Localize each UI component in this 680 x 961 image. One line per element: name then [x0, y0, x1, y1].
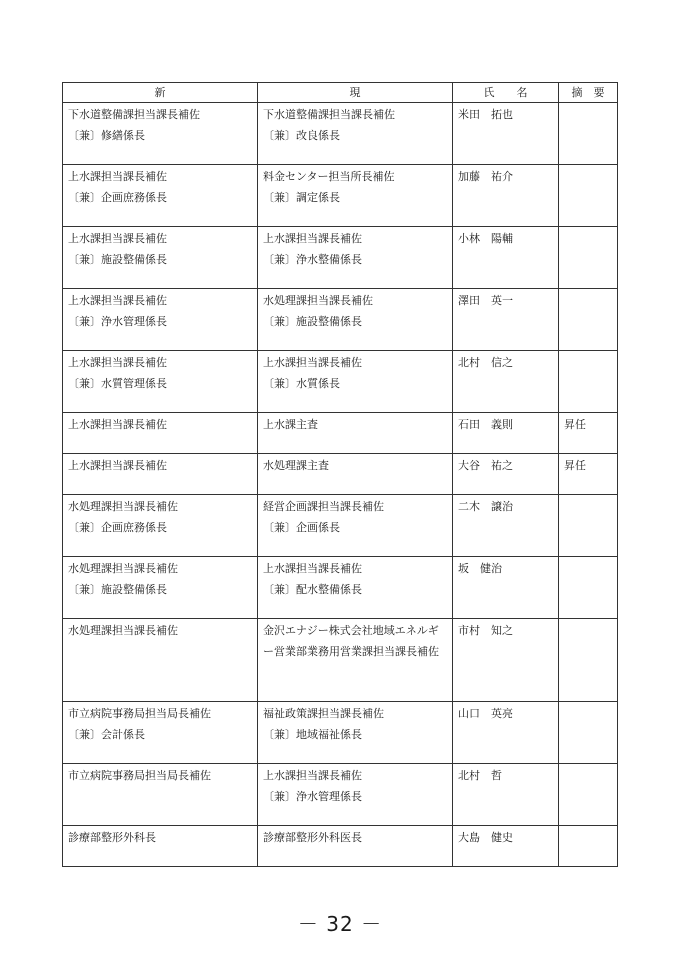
- cell-name: 米田 拓也: [453, 103, 559, 165]
- table-row: [63, 289, 618, 351]
- cell-note: [559, 227, 618, 289]
- cell-note: [559, 103, 618, 165]
- cell-current: [258, 165, 453, 227]
- current-concurrent: 〔兼〕地域福祉係長: [263, 728, 362, 741]
- cell-current: [258, 826, 453, 867]
- table-row: [63, 495, 618, 557]
- page-number: － 32 －: [297, 912, 383, 936]
- new-position: 水処理課担当課長補佐: [68, 624, 178, 637]
- current-position: 上水課担当課長補佐: [263, 562, 362, 575]
- new-concurrent: 〔兼〕水質管理係長: [68, 377, 167, 390]
- cell-current: [258, 289, 453, 351]
- header-name: 氏 名: [453, 83, 559, 103]
- new-position: 市立病院事務局担当局長補佐: [68, 769, 211, 782]
- current-position: 金沢エナジー株式会社地域エネルギー営業部業務用営業課担当課長補佐: [263, 624, 439, 658]
- table-row: [63, 103, 618, 165]
- current-concurrent: 〔兼〕浄水整備係長: [263, 253, 362, 266]
- current-concurrent: 〔兼〕改良係長: [263, 129, 340, 142]
- cell-new: [63, 557, 258, 619]
- current-concurrent: 〔兼〕配水整備係長: [263, 583, 362, 596]
- cell-new: [63, 165, 258, 227]
- new-position: 上水課担当課長補佐: [68, 232, 167, 245]
- cell-current: [258, 454, 453, 495]
- cell-new: [63, 826, 258, 867]
- cell-name: 澤田 英一: [453, 289, 559, 351]
- cell-current: [258, 764, 453, 826]
- current-position: 福祉政策課担当課長補佐: [263, 707, 384, 720]
- current-concurrent: 〔兼〕浄水管理係長: [263, 790, 362, 803]
- new-concurrent: 〔兼〕企画庶務係長: [68, 191, 167, 204]
- cell-note: [559, 619, 618, 702]
- cell-current: [258, 227, 453, 289]
- table-row: [63, 702, 618, 764]
- new-position: 水処理課担当課長補佐: [68, 500, 178, 513]
- cell-current: [258, 702, 453, 764]
- current-concurrent: 〔兼〕調定係長: [263, 191, 340, 204]
- cell-name: 坂 健治: [453, 557, 559, 619]
- table-row: [63, 227, 618, 289]
- cell-new: [63, 413, 258, 454]
- current-concurrent: 〔兼〕企画係長: [263, 521, 340, 534]
- new-position: 上水課担当課長補佐: [68, 459, 167, 472]
- table-row: [63, 454, 618, 495]
- current-concurrent: 〔兼〕施設整備係長: [263, 315, 362, 328]
- new-position: 水処理課担当課長補佐: [68, 562, 178, 575]
- cell-name: 二木 譲治: [453, 495, 559, 557]
- cell-new: [63, 351, 258, 413]
- cell-note: 昇任: [559, 454, 618, 495]
- new-concurrent: 〔兼〕企画庶務係長: [68, 521, 167, 534]
- header-new: 新: [63, 83, 258, 103]
- table-row: [63, 826, 618, 867]
- cell-note: [559, 165, 618, 227]
- current-position: 経営企画課担当課長補佐: [263, 500, 384, 513]
- current-position: 下水道整備課担当課長補佐: [263, 108, 395, 121]
- cell-name: 北村 信之: [453, 351, 559, 413]
- new-position: 上水課担当課長補佐: [68, 356, 167, 369]
- cell-current: [258, 413, 453, 454]
- cell-name: 小林 陽輔: [453, 227, 559, 289]
- table-row: [63, 557, 618, 619]
- cell-note: 昇任: [559, 413, 618, 454]
- new-concurrent: 〔兼〕施設整備係長: [68, 583, 167, 596]
- cell-new: [63, 764, 258, 826]
- current-position: 水処理課主査: [263, 459, 329, 472]
- header-current: 現: [258, 83, 453, 103]
- cell-new: [63, 103, 258, 165]
- table-row: [63, 165, 618, 227]
- cell-new: [63, 289, 258, 351]
- current-position: 上水課担当課長補佐: [263, 232, 362, 245]
- current-position: 料金センター担当所長補佐: [263, 170, 395, 183]
- new-concurrent: 〔兼〕修繕係長: [68, 129, 145, 142]
- cell-note: [559, 351, 618, 413]
- header-note: 摘 要: [559, 83, 618, 103]
- cell-note: [559, 495, 618, 557]
- cell-new: [63, 495, 258, 557]
- cell-name: 市村 知之: [453, 619, 559, 702]
- cell-new: [63, 227, 258, 289]
- cell-name: 北村 哲: [453, 764, 559, 826]
- cell-note: [559, 289, 618, 351]
- current-position: 診療部整形外科医長: [263, 831, 362, 844]
- cell-current: [258, 351, 453, 413]
- current-concurrent: 〔兼〕水質係長: [263, 377, 340, 390]
- new-concurrent: 〔兼〕会計係長: [68, 728, 145, 741]
- table-row: [63, 413, 618, 454]
- new-position: 診療部整形外科長: [68, 831, 156, 844]
- current-position: 上水課担当課長補佐: [263, 356, 362, 369]
- table-row: [63, 351, 618, 413]
- cell-name: 山口 英亮: [453, 702, 559, 764]
- new-position: 上水課担当課長補佐: [68, 170, 167, 183]
- current-position: 水処理課担当課長補佐: [263, 294, 373, 307]
- cell-current: [258, 495, 453, 557]
- cell-note: [559, 826, 618, 867]
- new-concurrent: 〔兼〕浄水管理係長: [68, 315, 167, 328]
- cell-current: [258, 103, 453, 165]
- current-position: 上水課担当課長補佐: [263, 769, 362, 782]
- table-row: [63, 764, 618, 826]
- cell-current: [258, 557, 453, 619]
- cell-new: [63, 702, 258, 764]
- cell-current: [258, 619, 453, 702]
- personnel-table: [62, 82, 618, 867]
- new-position: 上水課担当課長補佐: [68, 294, 167, 307]
- cell-name: 大谷 祐之: [453, 454, 559, 495]
- new-position: 市立病院事務局担当局長補佐: [68, 707, 211, 720]
- table-row: [63, 619, 618, 702]
- cell-note: [559, 702, 618, 764]
- current-position: 上水課主査: [263, 418, 318, 431]
- cell-name: 大島 健史: [453, 826, 559, 867]
- cell-new: [63, 454, 258, 495]
- cell-name: 加藤 祐介: [453, 165, 559, 227]
- new-concurrent: 〔兼〕施設整備係長: [68, 253, 167, 266]
- header-row: [63, 83, 618, 103]
- cell-name: 石田 義則: [453, 413, 559, 454]
- new-position: 上水課担当課長補佐: [68, 418, 167, 431]
- cell-new: [63, 619, 258, 702]
- new-position: 下水道整備課担当課長補佐: [68, 108, 200, 121]
- cell-note: [559, 764, 618, 826]
- cell-note: [559, 557, 618, 619]
